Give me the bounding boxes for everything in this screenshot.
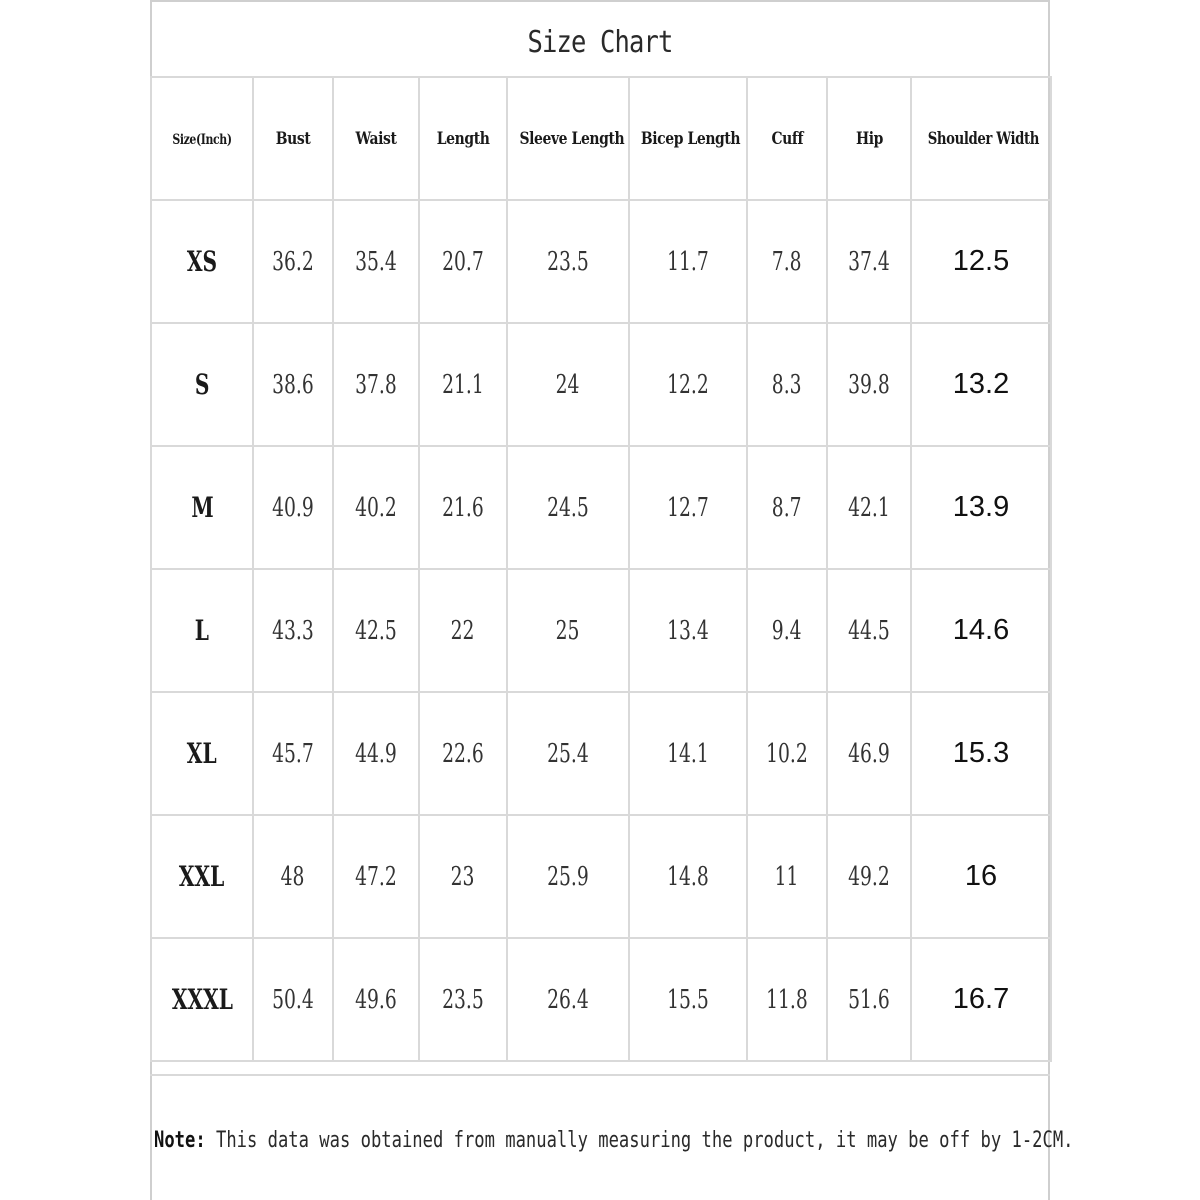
measurement-value: 25.4 [547, 738, 589, 769]
measurement-cell [911, 323, 1051, 446]
measurement-cell [827, 815, 911, 938]
measurement-value: 24.5 [547, 492, 589, 523]
header-label: Waist [355, 128, 397, 149]
measurement-value: 22 [451, 615, 475, 646]
measurement-cell [419, 815, 507, 938]
measurement-value: 37.8 [355, 369, 397, 400]
measurement-cell [827, 569, 911, 692]
size-label: XXL [179, 860, 225, 893]
measurement-cell [253, 815, 333, 938]
measurement-value: 51.6 [848, 984, 890, 1015]
note-label: Note: [154, 1128, 206, 1153]
measurement-value: 40.2 [355, 492, 397, 523]
measurement-value: 37.4 [848, 246, 890, 277]
measurement-cell [507, 323, 629, 446]
measurement-value: 24 [556, 369, 580, 400]
header-size [151, 77, 253, 200]
measurement-value: 44.5 [848, 615, 890, 646]
measurement-cell [507, 815, 629, 938]
note-text [154, 1128, 1073, 1153]
measurement-cell [747, 323, 827, 446]
measurement-value: 47.2 [355, 861, 397, 892]
measurement-value: 20.7 [442, 246, 484, 277]
measurement-value: 13.4 [667, 615, 709, 646]
measurement-cell [827, 692, 911, 815]
measurement-cell [507, 938, 629, 1061]
measurement-cell [419, 569, 507, 692]
measurement-cell [253, 200, 333, 323]
measurement-value: 46.9 [848, 738, 890, 769]
measurement-cell [911, 446, 1051, 569]
size-label: XXXL [171, 983, 233, 1016]
note-section [150, 1074, 1074, 1200]
measurement-value: 42.1 [848, 492, 890, 523]
measurement-cell [253, 569, 333, 692]
measurement-cell [419, 446, 507, 569]
measurement-value: 12.2 [667, 369, 709, 400]
measurement-cell [333, 200, 419, 323]
size-cell [151, 569, 253, 692]
measurement-cell [253, 692, 333, 815]
table-row [151, 323, 1051, 446]
size-cell [151, 815, 253, 938]
measurement-value: 45.7 [272, 738, 314, 769]
measurement-value: 25 [556, 615, 580, 646]
measurement-value: 49.2 [848, 861, 890, 892]
header-label: Size(Inch) [172, 131, 232, 148]
size-label: S [194, 368, 210, 401]
measurement-cell [747, 938, 827, 1061]
measurement-cell [507, 446, 629, 569]
header-sleeve-length [507, 77, 629, 200]
measurement-value: 42.5 [355, 615, 397, 646]
measurement-cell [827, 200, 911, 323]
measurement-value: 35.4 [355, 246, 397, 277]
table-row [151, 200, 1051, 323]
table-row [151, 938, 1051, 1061]
measurement-cell [253, 323, 333, 446]
header-cuff [747, 77, 827, 200]
header-label: Bust [275, 128, 311, 149]
size-cell [151, 938, 253, 1061]
measurement-value: 36.2 [272, 246, 314, 277]
measurement-cell [747, 446, 827, 569]
size-label: L [194, 614, 210, 647]
measurement-value: 49.6 [355, 984, 397, 1015]
measurement-cell [629, 815, 747, 938]
header-label: Bicep Length [640, 128, 741, 149]
measurement-value: 9.4 [772, 615, 802, 646]
measurement-cell [629, 692, 747, 815]
header-label: Length [436, 128, 490, 149]
size-table [150, 76, 1052, 1062]
measurement-cell [419, 200, 507, 323]
measurement-cell [253, 446, 333, 569]
header-label: Hip [855, 128, 883, 149]
measurement-value: 12.5 [952, 245, 1010, 277]
measurement-cell [629, 200, 747, 323]
header-length [419, 77, 507, 200]
measurement-value: 25.9 [547, 861, 589, 892]
measurement-cell [419, 938, 507, 1061]
measurement-value: 23.5 [547, 246, 589, 277]
measurement-value: 7.8 [772, 246, 802, 277]
note-body: This data was obtained from manually measuring the product, it may be off by 1-2CM. [205, 1128, 1074, 1153]
measurement-cell [333, 938, 419, 1061]
measurement-cell [333, 569, 419, 692]
measurement-cell [747, 200, 827, 323]
measurement-cell [629, 323, 747, 446]
measurement-cell [507, 200, 629, 323]
measurement-value: 12.7 [667, 492, 709, 523]
size-cell [151, 323, 253, 446]
header-waist [333, 77, 419, 200]
measurement-value: 16.7 [952, 983, 1010, 1015]
header-label: Shoulder Width [927, 128, 1040, 149]
size-label: M [190, 491, 214, 524]
measurement-value: 26.4 [547, 984, 589, 1015]
measurement-cell [253, 938, 333, 1061]
measurement-cell [629, 938, 747, 1061]
header-bust [253, 77, 333, 200]
measurement-cell [747, 815, 827, 938]
measurement-value: 14.8 [667, 861, 709, 892]
measurement-value: 11.8 [766, 984, 808, 1015]
size-cell [151, 692, 253, 815]
measurement-value: 22.6 [442, 738, 484, 769]
measurement-cell [507, 569, 629, 692]
measurement-cell [629, 446, 747, 569]
measurement-value: 50.4 [272, 984, 314, 1015]
measurement-cell [333, 446, 419, 569]
measurement-value: 11 [775, 861, 799, 892]
measurement-value: 39.8 [848, 369, 890, 400]
size-cell [151, 446, 253, 569]
measurement-value: 38.6 [272, 369, 314, 400]
measurement-cell [333, 815, 419, 938]
measurement-cell [827, 446, 911, 569]
measurement-value: 13.2 [952, 368, 1010, 400]
measurement-cell [911, 815, 1051, 938]
measurement-cell [827, 938, 911, 1061]
size-chart-sheet [150, 0, 1074, 1200]
measurement-cell [507, 692, 629, 815]
measurement-value: 14.1 [667, 738, 709, 769]
measurement-value: 40.9 [272, 492, 314, 523]
measurement-value: 21.1 [442, 369, 484, 400]
size-label: XL [187, 737, 217, 770]
measurement-value: 13.9 [952, 491, 1010, 523]
measurement-cell [629, 569, 747, 692]
measurement-value: 21.6 [442, 492, 484, 523]
header-shoulder-width [911, 77, 1051, 200]
measurement-cell [911, 938, 1051, 1061]
measurement-value: 14.6 [952, 614, 1010, 646]
measurement-value: 23 [451, 861, 475, 892]
header-bicep-length [629, 77, 747, 200]
size-label: XS [186, 245, 218, 278]
table-body [151, 200, 1051, 1061]
measurement-value: 44.9 [355, 738, 397, 769]
header-label: Cuff [771, 128, 803, 149]
measurement-cell [827, 323, 911, 446]
measurement-value: 8.3 [772, 369, 802, 400]
measurement-value: 15.5 [667, 984, 709, 1015]
table-row [151, 569, 1051, 692]
header-label: Sleeve Length [519, 128, 625, 149]
measurement-cell [911, 200, 1051, 323]
measurement-cell [333, 323, 419, 446]
size-cell [151, 200, 253, 323]
measurement-cell [747, 569, 827, 692]
measurement-cell [747, 692, 827, 815]
table-row [151, 692, 1051, 815]
measurement-value: 43.3 [272, 615, 314, 646]
measurement-value: 23.5 [442, 984, 484, 1015]
measurement-value: 48 [281, 861, 305, 892]
measurement-cell [419, 692, 507, 815]
measurement-cell [419, 323, 507, 446]
chart-title: Size Chart [527, 25, 673, 60]
table-row [151, 446, 1051, 569]
measurement-cell [333, 692, 419, 815]
measurement-value: 10.2 [766, 738, 808, 769]
header-hip [827, 77, 911, 200]
measurement-cell [911, 692, 1051, 815]
measurement-value: 8.7 [772, 492, 802, 523]
measurement-value: 11.7 [667, 246, 709, 277]
table-row [151, 815, 1051, 938]
measurement-value: 15.3 [952, 737, 1010, 769]
header-row [151, 77, 1051, 200]
measurement-value: 16 [964, 860, 998, 892]
measurement-cell [911, 569, 1051, 692]
